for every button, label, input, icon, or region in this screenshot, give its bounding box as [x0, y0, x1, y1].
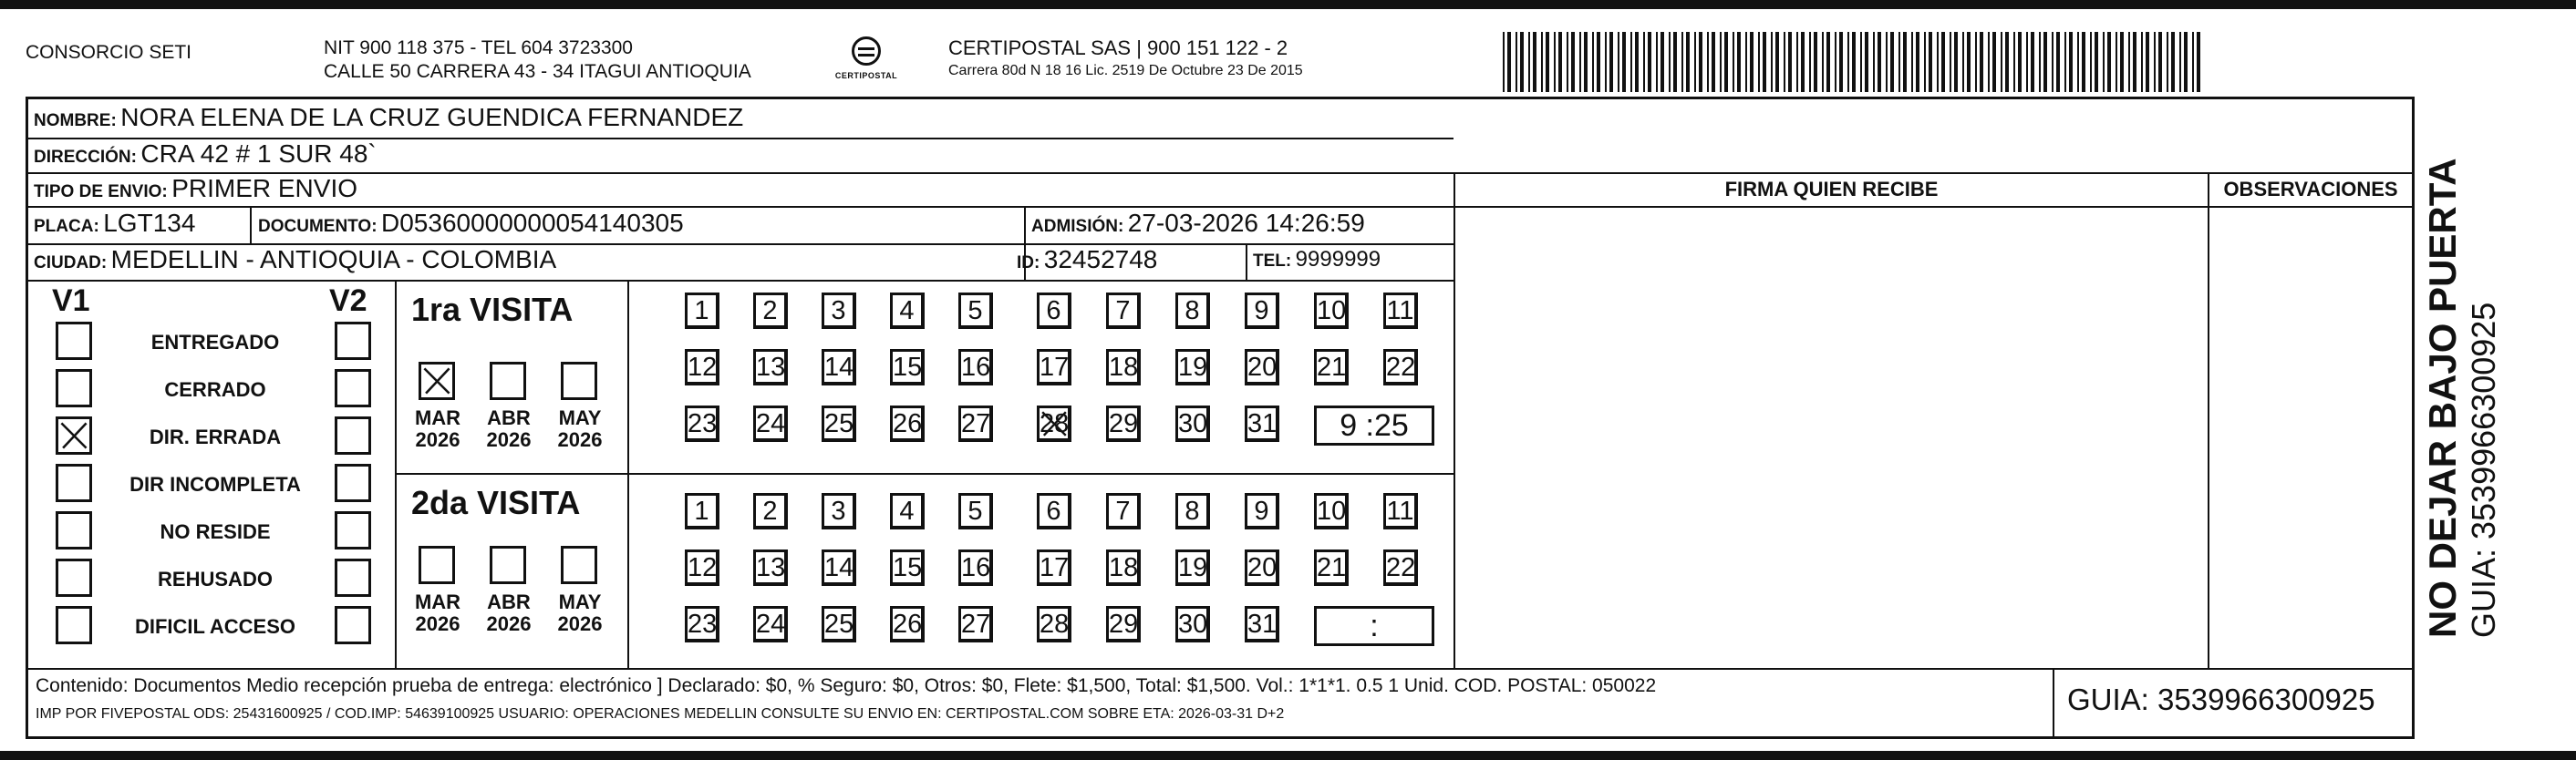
visit1-day-box[interactable]: 2	[753, 293, 788, 329]
visit2-day-box[interactable]: 17	[1037, 549, 1071, 586]
barcode	[1503, 32, 2205, 92]
visit2-time-box[interactable]: :	[1314, 606, 1434, 646]
divider	[1454, 172, 2412, 174]
visit2-month-label: ABR 2026	[486, 591, 532, 635]
visit1-day-box[interactable]: 21	[1314, 349, 1349, 385]
visit2-day-box[interactable]: 26	[890, 606, 925, 642]
direccion-label: DIRECCIÓN:	[34, 148, 137, 167]
visit1-day-box[interactable]: 18	[1106, 349, 1141, 385]
company-info	[324, 36, 751, 84]
visit1-day-box[interactable]: 13	[753, 349, 788, 385]
visit2-day-box[interactable]: 4	[890, 493, 925, 529]
nombre-label: NOMBRE:	[34, 111, 117, 130]
visit2-day-box[interactable]: 6	[1037, 493, 1071, 529]
motivo-label: NO RESIDE	[160, 520, 271, 543]
id-label: ID:	[1017, 253, 1040, 272]
visit1-day-box[interactable]: 27	[958, 406, 993, 442]
side-notice	[2421, 158, 2503, 638]
delivery-form	[26, 97, 2415, 739]
id-value: 32452748	[1043, 245, 1158, 273]
visit2-day-box[interactable]: 30	[1175, 606, 1210, 642]
visit2-month-label: MAY 2026	[557, 591, 603, 635]
admision-value: 27-03-2026 14:26:59	[1127, 209, 1365, 237]
observaciones-column-header: OBSERVACIONES	[2223, 178, 2398, 200]
top-border	[0, 0, 2576, 9]
visit2-day-box[interactable]: 9	[1245, 493, 1279, 529]
visit1-day-box[interactable]: 10	[1314, 293, 1349, 329]
contenido-line: Contenido: Documentos Medio recepción prueba de entrega: electrónico ] Declarado: $0, % Seguro: $0, Otros: $0, Flete: $1,500, Total: $1,500. Vol.: 1*1*1. 0.5 1 Unid. COD. POSTAL: 050022	[36, 675, 1657, 696]
company-name: CONSORCIO SETI	[26, 42, 192, 63]
visit2-day-box[interactable]: 5	[958, 493, 993, 529]
visit1-day-box[interactable]: 16	[958, 349, 993, 385]
divider	[2208, 172, 2209, 668]
visit1-day-box[interactable]: 26	[890, 406, 925, 442]
visit1-day-box[interactable]: 28	[1037, 406, 1071, 442]
visit2-day-box[interactable]: 18	[1106, 549, 1141, 586]
admision-label: ADMISIÓN:	[1031, 217, 1124, 236]
v2-checkbox[interactable]	[335, 464, 371, 502]
tipo-value: PRIMER ENVIO	[171, 174, 358, 202]
visit1-month-label: MAR 2026	[414, 406, 461, 451]
visit2-title: 2da VISITA	[411, 484, 581, 521]
divider	[2053, 668, 2054, 736]
motivo-label: CERRADO	[164, 378, 266, 401]
visit2-day-box[interactable]: 2	[753, 493, 788, 529]
motivo-label: DIFICIL ACCESO	[134, 615, 295, 638]
visit2-day-box[interactable]: 29	[1106, 606, 1141, 642]
courier-line: CERTIPOSTAL SAS | 900 151 122 - 2	[948, 36, 1288, 59]
visit1-month-checkbox[interactable]	[419, 362, 455, 400]
visit2-day-box[interactable]: 8	[1175, 493, 1210, 529]
visit1-day-box[interactable]: 17	[1037, 349, 1071, 385]
motivo-label: DIR. ERRADA	[149, 426, 282, 448]
visit2-day-box[interactable]: 16	[958, 549, 993, 586]
visit1-day-box[interactable]: 25	[822, 406, 856, 442]
visit2-month-checkbox[interactable]	[490, 546, 526, 584]
visit2-day-box[interactable]: 28	[1037, 606, 1071, 642]
visit2-day-box[interactable]: 12	[685, 549, 719, 586]
visit2-day-box[interactable]: 15	[890, 549, 925, 586]
side-guia-text: GUIA: 3539966300925	[2465, 302, 2502, 638]
tipo-label: TIPO DE ENVIO:	[34, 182, 168, 201]
nombre-value: NORA ELENA DE LA CRUZ GUENDICA FERNANDEZ	[120, 103, 744, 131]
tipo-envio-field	[34, 174, 357, 203]
side-notice-text: NO DEJAR BAJO PUERTA	[2421, 158, 2464, 638]
v2-checkbox[interactable]	[335, 606, 371, 644]
divider	[250, 206, 252, 243]
placa-value: LGT134	[103, 209, 196, 237]
visit1-month-checkbox[interactable]	[561, 362, 597, 400]
tel-value: 9999999	[1295, 247, 1381, 272]
visit1-day-box[interactable]: 20	[1245, 349, 1279, 385]
logo-text: CERTIPOSTAL	[834, 71, 898, 80]
visit2-day-box[interactable]: 10	[1314, 493, 1349, 529]
v1-checkbox[interactable]	[56, 606, 92, 644]
divider	[28, 206, 2412, 208]
v2-checkbox[interactable]	[335, 416, 371, 455]
certipostal-logo	[830, 35, 903, 91]
visit1-day-box[interactable]: 31	[1245, 406, 1279, 442]
courier-license: Carrera 80d N 18 16 Lic. 2519 De Octubre 23 De 2015	[948, 63, 1303, 78]
visit2-day-box[interactable]: 14	[822, 549, 856, 586]
visit1-day-box[interactable]: 7	[1106, 293, 1141, 329]
v1-checkbox[interactable]	[56, 464, 92, 502]
visit1-day-box[interactable]: 15	[890, 349, 925, 385]
firma-column-header: FIRMA QUIEN RECIBE	[1724, 178, 1939, 200]
visit1-month-label: MAY 2026	[557, 406, 603, 451]
visit1-day-box[interactable]: 9	[1245, 293, 1279, 329]
v2-checkbox[interactable]	[335, 559, 371, 597]
address-line: CALLE 50 CARRERA 43 - 34 ITAGUI ANTIOQUIA	[324, 61, 751, 82]
divider	[1246, 243, 1247, 280]
imp-line: IMP POR FIVEPOSTAL ODS: 25431600925 / COD.IMP: 54639100925 USUARIO: OPERACIONES MEDELLIN CONSULTE SU ENVIO EN: CERTIPOSTAL.COM SOBRE ETA: 2026-03-31 D+2	[36, 706, 1285, 722]
visit2-month-checkbox[interactable]	[419, 546, 455, 584]
direccion-value: CRA 42 # 1 SUR 48`	[140, 139, 377, 168]
ciudad-value: MEDELLIN - ANTIOQUIA - COLOMBIA	[110, 245, 557, 273]
v1-checkbox[interactable]	[56, 322, 92, 360]
visit1-day-box[interactable]: 12	[685, 349, 719, 385]
nombre-field	[34, 103, 743, 132]
visit1-day-box[interactable]: 8	[1175, 293, 1210, 329]
v2-checkbox[interactable]	[335, 369, 371, 407]
v2-checkbox[interactable]	[335, 322, 371, 360]
visit2-day-box[interactable]: 25	[822, 606, 856, 642]
visit1-day-box[interactable]: 30	[1175, 406, 1210, 442]
placa-label: PLACA:	[34, 217, 99, 236]
visit1-day-box[interactable]: 6	[1037, 293, 1071, 329]
v2-header: V2	[329, 283, 367, 318]
v1-checkbox[interactable]	[56, 369, 92, 407]
visit2-day-box[interactable]: 23	[685, 606, 719, 642]
documento-label: DOCUMENTO:	[258, 217, 378, 236]
visit2-day-box[interactable]: 1	[685, 493, 719, 529]
visit2-day-box[interactable]: 22	[1383, 549, 1418, 586]
visit2-day-box[interactable]: 13	[753, 549, 788, 586]
placa-field	[34, 209, 195, 238]
v2-checkbox[interactable]	[335, 511, 371, 549]
visit2-day-box[interactable]: 3	[822, 493, 856, 529]
motivo-label: REHUSADO	[158, 568, 273, 591]
v1-header: V1	[52, 283, 90, 318]
v1-checkbox[interactable]	[56, 416, 92, 455]
visit1-day-box[interactable]: 19	[1175, 349, 1210, 385]
visit2-month-checkbox[interactable]	[561, 546, 597, 584]
visit1-day-box[interactable]: 23	[685, 406, 719, 442]
motivo-label: DIR INCOMPLETA	[129, 473, 301, 496]
divider	[1454, 172, 1455, 668]
id-field	[1017, 245, 1157, 274]
ciudad-field	[34, 245, 556, 274]
divider	[395, 473, 1454, 475]
nit-line: NIT 900 118 375 - TEL 604 3723300	[324, 37, 633, 58]
visit1-month-label: ABR 2026	[486, 406, 532, 451]
visit1-day-box[interactable]: 22	[1383, 349, 1418, 385]
visit1-day-box[interactable]: 4	[890, 293, 925, 329]
visit1-day-box[interactable]: 29	[1106, 406, 1141, 442]
visit1-day-box[interactable]: 5	[958, 293, 993, 329]
visit1-month-checkbox[interactable]	[490, 362, 526, 400]
courier-info	[948, 36, 1303, 79]
direccion-field	[34, 139, 377, 169]
visit1-day-box[interactable]: 1	[685, 293, 719, 329]
visit1-day-box[interactable]: 3	[822, 293, 856, 329]
tel-label: TEL:	[1253, 252, 1292, 271]
visit1-day-box[interactable]: 14	[822, 349, 856, 385]
v1-checkbox[interactable]	[56, 559, 92, 597]
visit2-month-label: MAR 2026	[414, 591, 461, 635]
visit2-day-box[interactable]: 11	[1383, 493, 1418, 529]
ciudad-label: CIUDAD:	[34, 253, 108, 272]
visit2-day-box[interactable]: 27	[958, 606, 993, 642]
documento-value: D05360000000054140305	[381, 209, 684, 237]
visit1-day-box[interactable]: 24	[753, 406, 788, 442]
documento-field	[258, 209, 684, 238]
visit1-title: 1ra VISITA	[411, 291, 574, 328]
visit2-day-box[interactable]: 19	[1175, 549, 1210, 586]
motivo-label: ENTREGADO	[150, 331, 280, 354]
bottom-border	[0, 751, 2576, 760]
visit1-day-box[interactable]: 11	[1383, 293, 1418, 329]
divider	[28, 280, 1454, 282]
admision-field	[1031, 209, 1365, 238]
guia-number: GUIA: 3539966300925	[2067, 683, 2375, 716]
tel-field	[1253, 247, 1381, 272]
visit1-time-box[interactable]: 9 :25	[1314, 406, 1434, 446]
visit2-day-box[interactable]: 7	[1106, 493, 1141, 529]
visit2-day-box[interactable]: 24	[753, 606, 788, 642]
visit2-day-box[interactable]: 21	[1314, 549, 1349, 586]
visit2-day-box[interactable]: 31	[1245, 606, 1279, 642]
v1-checkbox[interactable]	[56, 511, 92, 549]
logo-icon	[852, 36, 881, 66]
visit2-day-box[interactable]: 20	[1245, 549, 1279, 586]
